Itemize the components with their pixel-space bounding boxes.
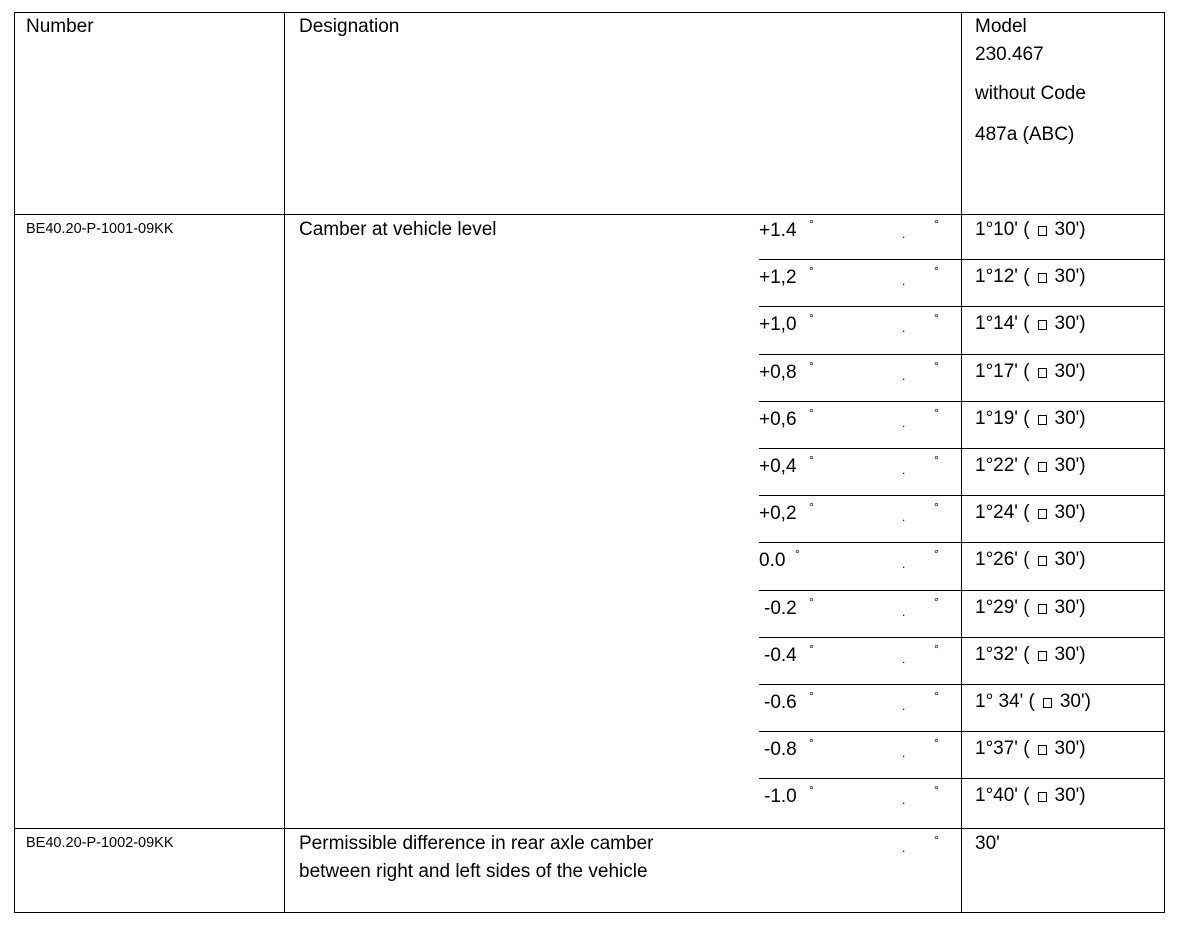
camber-model-value bbox=[975, 738, 1086, 760]
camber-level: -0.8 bbox=[764, 739, 797, 760]
camber-nominal: 1°19' ( bbox=[975, 408, 1030, 429]
header-row-divider bbox=[14, 214, 1165, 215]
tolerance-symbol-icon bbox=[1038, 604, 1047, 614]
camber-degree-mark: ° bbox=[934, 359, 939, 373]
camber-dot: . bbox=[902, 605, 906, 619]
camber-row-line bbox=[759, 354, 1165, 355]
tolerance-symbol-icon bbox=[1038, 415, 1047, 425]
camber-row-line bbox=[759, 637, 1165, 638]
camber-tolerance: 30') bbox=[1054, 785, 1086, 806]
header-model-condition: without Code bbox=[975, 83, 1086, 104]
camber-model-value bbox=[975, 644, 1086, 666]
tolerance-symbol-icon bbox=[1038, 792, 1047, 802]
camber-nominal: 1°26' ( bbox=[975, 549, 1030, 570]
tolerance-symbol-icon bbox=[1038, 368, 1047, 378]
camber-nominal: 1°17' ( bbox=[975, 361, 1030, 382]
camber-dot: . bbox=[902, 793, 906, 807]
camber-dot: . bbox=[902, 321, 906, 335]
camber-degree-mark: ° bbox=[934, 736, 939, 750]
camber-nominal: 1°40' ( bbox=[975, 785, 1030, 806]
camber-row-line bbox=[759, 778, 1165, 779]
camber-nominal: 1°12' ( bbox=[975, 266, 1030, 287]
camber-dot: . bbox=[902, 463, 906, 477]
camber-degree-mark: ° bbox=[934, 783, 939, 797]
tolerance-symbol-icon bbox=[1038, 556, 1047, 566]
tolerance-symbol-icon bbox=[1038, 651, 1047, 661]
camber-degree-mark: ° bbox=[934, 595, 939, 609]
camber-degree-mark: ° bbox=[934, 689, 939, 703]
camber-level-degree: ° bbox=[809, 595, 814, 609]
camber-degree-mark: ° bbox=[934, 217, 939, 231]
tolerance-symbol-icon bbox=[1038, 320, 1047, 330]
difference-degree-mark: ° bbox=[934, 833, 939, 847]
camber-tolerance: 30') bbox=[1054, 738, 1086, 759]
camber-model-value bbox=[975, 408, 1086, 430]
camber-tolerance: 30') bbox=[1054, 361, 1086, 382]
camber-nominal: 1°14' ( bbox=[975, 313, 1030, 334]
camber-row-line bbox=[759, 448, 1165, 449]
difference-number: BE40.20-P-1002-09KK bbox=[26, 835, 174, 851]
tolerance-symbol-icon bbox=[1038, 745, 1047, 755]
camber-level: +0,8 bbox=[759, 362, 797, 383]
camber-level: +1,0 bbox=[759, 314, 797, 335]
difference-value: 30' bbox=[975, 833, 1000, 854]
tolerance-symbol-icon bbox=[1038, 462, 1047, 472]
camber-model-value bbox=[975, 455, 1086, 477]
camber-nominal: 1°37' ( bbox=[975, 738, 1030, 759]
camber-nominal: 1°22' ( bbox=[975, 455, 1030, 476]
camber-nominal: 1° 34' ( bbox=[975, 691, 1035, 712]
camber-row-line bbox=[759, 259, 1165, 260]
camber-level-degree: ° bbox=[809, 311, 814, 325]
difference-dot: . bbox=[902, 841, 906, 855]
camber-level-degree: ° bbox=[809, 406, 814, 420]
camber-dot: . bbox=[902, 699, 906, 713]
camber-level: +1.4 bbox=[759, 220, 797, 241]
header-designation: Designation bbox=[299, 16, 400, 37]
header-number: Number bbox=[26, 16, 94, 37]
camber-tolerance: 30') bbox=[1059, 691, 1091, 712]
camber-level: +1,2 bbox=[759, 267, 797, 288]
camber-level-degree: ° bbox=[809, 359, 814, 373]
camber-level: -0.2 bbox=[764, 598, 797, 619]
camber-level: -0.6 bbox=[764, 692, 797, 713]
camber-level-degree: ° bbox=[809, 264, 814, 278]
camber-model-value bbox=[975, 219, 1086, 241]
camber-level-degree: ° bbox=[809, 783, 814, 797]
camber-level-degree: ° bbox=[809, 500, 814, 514]
camber-level-degree: ° bbox=[809, 736, 814, 750]
camber-tolerance: 30') bbox=[1054, 313, 1086, 334]
camber-degree-mark: ° bbox=[934, 642, 939, 656]
camber-nominal: 1°24' ( bbox=[975, 502, 1030, 523]
camber-row-line bbox=[759, 401, 1165, 402]
camber-dot: . bbox=[902, 227, 906, 241]
camber-row-line bbox=[759, 590, 1165, 591]
camber-dot: . bbox=[902, 746, 906, 760]
camber-dot: . bbox=[902, 369, 906, 383]
camber-degree-mark: ° bbox=[934, 547, 939, 561]
camber-model-value bbox=[975, 361, 1086, 383]
camber-tolerance: 30') bbox=[1054, 502, 1086, 523]
difference-designation-line1: Permissible difference in rear axle camber bbox=[299, 833, 654, 854]
header-model-number: 230.467 bbox=[975, 44, 1044, 65]
tolerance-symbol-icon bbox=[1038, 509, 1047, 519]
camber-tolerance: 30') bbox=[1054, 219, 1086, 240]
camber-level-degree: ° bbox=[809, 217, 814, 231]
camber-row-line bbox=[759, 684, 1165, 685]
camber-level-degree: ° bbox=[795, 547, 800, 561]
header-model: Model bbox=[975, 16, 1027, 37]
column-divider-number bbox=[284, 12, 285, 913]
camber-tolerance: 30') bbox=[1054, 549, 1086, 570]
camber-model-value bbox=[975, 502, 1086, 524]
camber-model-value bbox=[975, 266, 1086, 288]
difference-designation-line2: between right and left sides of the vehicle bbox=[299, 861, 648, 882]
camber-model-value bbox=[975, 691, 1091, 713]
camber-level: +0,4 bbox=[759, 456, 797, 477]
camber-level-degree: ° bbox=[809, 642, 814, 656]
camber-row-line bbox=[759, 306, 1165, 307]
camber-row-divider bbox=[14, 828, 1165, 829]
camber-tolerance: 30') bbox=[1054, 408, 1086, 429]
camber-level: +0,2 bbox=[759, 503, 797, 524]
camber-row-line bbox=[759, 731, 1165, 732]
camber-model-value bbox=[975, 597, 1086, 619]
tolerance-symbol-icon bbox=[1038, 273, 1047, 283]
camber-dot: . bbox=[902, 652, 906, 666]
camber-row-line bbox=[759, 542, 1165, 543]
camber-degree-mark: ° bbox=[934, 311, 939, 325]
camber-designation: Camber at vehicle level bbox=[299, 219, 497, 240]
camber-dot: . bbox=[902, 416, 906, 430]
camber-model-value bbox=[975, 785, 1086, 807]
camber-degree-mark: ° bbox=[934, 264, 939, 278]
camber-number: BE40.20-P-1001-09KK bbox=[26, 221, 174, 237]
camber-tolerance: 30') bbox=[1054, 597, 1086, 618]
camber-level-degree: ° bbox=[809, 689, 814, 703]
camber-degree-mark: ° bbox=[934, 453, 939, 467]
camber-dot: . bbox=[902, 274, 906, 288]
tolerance-symbol-icon bbox=[1043, 698, 1052, 708]
camber-row-line bbox=[759, 495, 1165, 496]
camber-level: +0,6 bbox=[759, 409, 797, 430]
camber-nominal: 1°32' ( bbox=[975, 644, 1030, 665]
camber-tolerance: 30') bbox=[1054, 266, 1086, 287]
camber-nominal: 1°29' ( bbox=[975, 597, 1030, 618]
camber-degree-mark: ° bbox=[934, 406, 939, 420]
header-model-code: 487a (ABC) bbox=[975, 124, 1075, 145]
camber-tolerance: 30') bbox=[1054, 455, 1086, 476]
camber-dot: . bbox=[902, 557, 906, 571]
camber-dot: . bbox=[902, 510, 906, 524]
camber-level: -0.4 bbox=[764, 645, 797, 666]
camber-degree-mark: ° bbox=[934, 500, 939, 514]
camber-model-value bbox=[975, 313, 1086, 335]
camber-model-value bbox=[975, 549, 1086, 571]
camber-nominal: 1°10' ( bbox=[975, 219, 1030, 240]
camber-level: -1.0 bbox=[764, 786, 797, 807]
camber-level-degree: ° bbox=[809, 453, 814, 467]
camber-tolerance: 30') bbox=[1054, 644, 1086, 665]
tolerance-symbol-icon bbox=[1038, 226, 1047, 236]
camber-level: 0.0 bbox=[759, 550, 786, 571]
